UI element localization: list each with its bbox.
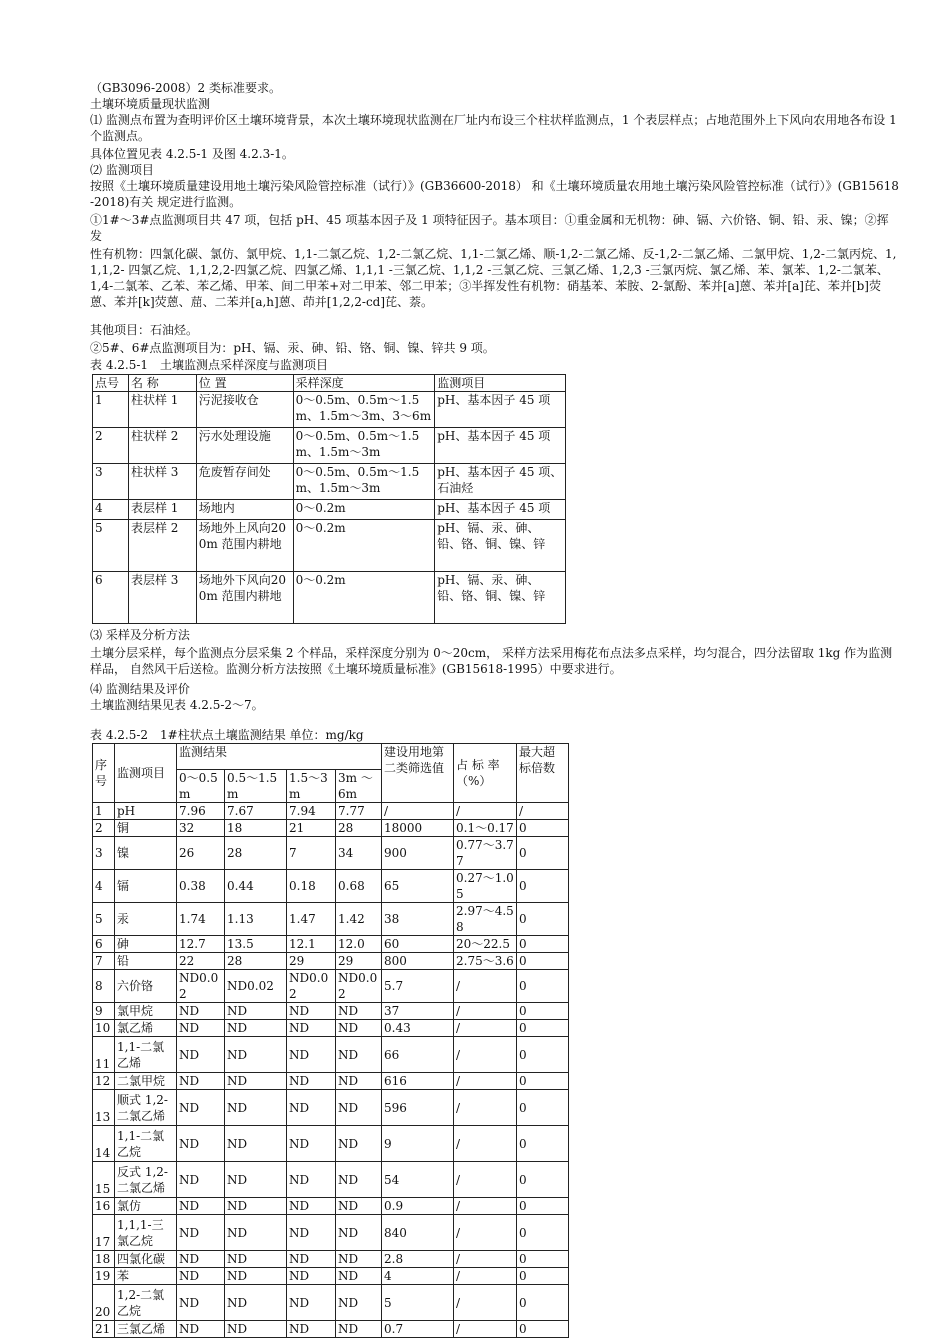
table-cell: / [454, 1215, 517, 1251]
table-row [93, 936, 569, 953]
table-cell: ND [336, 1090, 382, 1126]
table-cell: ND [287, 1073, 336, 1090]
table-row [93, 1090, 569, 1126]
header-seq: 序号 [93, 744, 115, 803]
table-cell: 表层样 2 [128, 520, 196, 572]
table-row [93, 1020, 569, 1037]
table-cell: ND [287, 1268, 336, 1285]
table-cell: 铜 [115, 820, 177, 837]
table-cell: 2.8 [382, 1251, 454, 1268]
table-cell: 34 [336, 837, 382, 870]
table-cell: ND [225, 1215, 287, 1251]
table-cell: 616 [382, 1073, 454, 1090]
table-cell: 12 [93, 1073, 115, 1090]
table-cell: 0 [517, 1285, 569, 1321]
table-cell: ND [336, 1321, 382, 1338]
table-cell: 二氯甲烷 [115, 1073, 177, 1090]
table-cell: 污水处理设施 [196, 428, 293, 464]
heading-sampling-method: ⑶ 采样及分析方法 [90, 628, 190, 642]
table-cell: ND [225, 1020, 287, 1037]
table-cell: 4 [93, 500, 129, 520]
table-cell: 0.27～1.05 [454, 870, 517, 903]
table-cell: 3 [93, 837, 115, 870]
table-cell: 0 [517, 1198, 569, 1215]
table-row [93, 1037, 569, 1073]
table-cell: 0 [517, 820, 569, 837]
table-cell: 0.68 [336, 870, 382, 903]
table-cell: 0 [517, 1215, 569, 1251]
section-heading-soil-monitoring: 土壤环境质量现状监测 [90, 97, 211, 111]
table-cell: 柱状样 1 [128, 392, 196, 428]
table-cell: 场地内 [196, 500, 293, 520]
table-row [93, 1268, 569, 1285]
table-cell: 三氯乙烯 [115, 1321, 177, 1338]
table-cell: 表层样 3 [128, 572, 196, 624]
table-cell: 10 [93, 1020, 115, 1037]
table-row [93, 1285, 569, 1321]
table-cell: ND [287, 1090, 336, 1126]
table-row [93, 500, 566, 520]
table-cell: ND [287, 1198, 336, 1215]
table-cell: ND [336, 1073, 382, 1090]
table-cell: 汞 [115, 903, 177, 936]
table-cell: 2 [93, 820, 115, 837]
table-row [93, 1162, 569, 1198]
table-cell: ND [336, 1126, 382, 1162]
paragraph-standards: 按照《土壤环境质量建设用地土壤污染风险管控标准（试行）》(GB36600-2018） 和《土壤环境质量农用地土壤污染风险管控标准（试行）》(GB15618-2018)有关 规定进行监测。 [90, 179, 899, 209]
table-cell: ND0.02 [287, 970, 336, 1003]
table-cell: 16 [93, 1198, 115, 1215]
table-cell: / [454, 1073, 517, 1090]
table-cell: 13 [93, 1090, 115, 1126]
table-cell: ND [336, 1198, 382, 1215]
header-ratio: 占 标 率（%） [454, 744, 517, 803]
table-cell: pH、基本因子 45 项 [435, 392, 566, 428]
table-cell: ND [177, 1037, 225, 1073]
table-cell: 0.9 [382, 1198, 454, 1215]
table-cell: 0 [517, 936, 569, 953]
table-cell: 14 [93, 1126, 115, 1162]
table-cell: 2.75～3.6 [454, 953, 517, 970]
table-cell: 0 [517, 1126, 569, 1162]
table-cell: ND [336, 1037, 382, 1073]
header-depth: 0～0.5m [177, 770, 225, 803]
table-cell: 15 [93, 1162, 115, 1198]
table-cell: pH [115, 803, 177, 820]
table-cell: 0 [517, 837, 569, 870]
table-cell: ND [177, 1073, 225, 1090]
table-cell: ND [177, 1198, 225, 1215]
table-cell: 12.1 [287, 936, 336, 953]
table-cell: 8 [93, 970, 115, 1003]
table-cell: pH、基本因子 45 项、石油烃 [435, 464, 566, 500]
table-row [93, 1198, 569, 1215]
table-cell: ND [177, 1251, 225, 1268]
table-cell: 28 [225, 837, 287, 870]
paragraph-other-items: 其他项目：石油烃。 [90, 323, 199, 337]
table-cell: / [454, 970, 517, 1003]
table-cell: 7.77 [336, 803, 382, 820]
table-cell: ND [225, 1321, 287, 1338]
table-cell: 1.47 [287, 903, 336, 936]
table-cell: 0 [517, 1321, 569, 1338]
table-cell: 柱状样 3 [128, 464, 196, 500]
monitoring-results-table [92, 743, 569, 1338]
table-cell: ND [336, 1215, 382, 1251]
table-cell: / [454, 1126, 517, 1162]
table-row [93, 903, 569, 936]
table-cell: / [454, 803, 517, 820]
table-cell: 0 [517, 1020, 569, 1037]
table-cell: ND [336, 1268, 382, 1285]
header-cell: 采样深度 [293, 375, 435, 392]
table-cell: 800 [382, 953, 454, 970]
table-cell: 危废暂存间处 [196, 464, 293, 500]
table-cell: 0.38 [177, 870, 225, 903]
table-cell: ND0.02 [225, 970, 287, 1003]
table-cell: 0.77～3.77 [454, 837, 517, 870]
table-cell: 氯乙烯 [115, 1020, 177, 1037]
table-cell: 砷 [115, 936, 177, 953]
table-cell: 18 [93, 1251, 115, 1268]
table-cell: ND [225, 1162, 287, 1198]
table2-caption: 表 4.2.5-2 1#柱状点土壤监测结果 单位：mg/kg [90, 728, 364, 742]
table-cell: 7 [287, 837, 336, 870]
table-cell: 场地外上风向200m 范围内耕地 [196, 520, 293, 572]
table-cell: 六价铬 [115, 970, 177, 1003]
table-cell: 1.13 [225, 903, 287, 936]
table-cell: 37 [382, 1003, 454, 1020]
table-cell: / [517, 803, 569, 820]
table-cell: 0 [517, 1090, 569, 1126]
table-cell: ND [336, 1251, 382, 1268]
table-cell: ND [336, 1285, 382, 1321]
table-cell: 12.7 [177, 936, 225, 953]
table-cell: 0 [517, 1268, 569, 1285]
table-cell: 5 [93, 520, 129, 572]
table-cell: 596 [382, 1090, 454, 1126]
table-cell: 28 [225, 953, 287, 970]
paragraph-sampling-method: 土壤分层采样，每个监测点分层采集 2 个样品，采样深度分别为 0～20cm， 采样方法采用梅花布点法多点采样，均匀混合，四分法留取 1kg 作为监测样品， 自然风干后送检。监测分析方法按照《土壤环境质量标准》(GB15618-1995）中要求进行。 [90, 646, 893, 676]
table-cell: / [454, 1251, 517, 1268]
table-row [93, 1321, 569, 1338]
table-cell: 7.94 [287, 803, 336, 820]
table-cell: 21 [93, 1321, 115, 1338]
table-cell: 0 [517, 870, 569, 903]
table-cell: ND [177, 1268, 225, 1285]
table-cell: ND [287, 1003, 336, 1020]
table-cell: 0～0.5m、0.5m～1.5m、1.5m～3m [293, 464, 435, 500]
table-cell: 0 [517, 1162, 569, 1198]
table-cell: 0 [517, 903, 569, 936]
table-row [93, 820, 569, 837]
table-cell: 32 [177, 820, 225, 837]
table-cell: 0 [517, 1003, 569, 1020]
table-cell: ND [225, 1090, 287, 1126]
table-cell: 65 [382, 870, 454, 903]
table-cell: 四氯化碳 [115, 1251, 177, 1268]
table-cell: 0.1～0.17 [454, 820, 517, 837]
header-cell: 位 置 [196, 375, 293, 392]
table-row [93, 803, 569, 820]
table-cell: 苯 [115, 1268, 177, 1285]
table-cell: ND [177, 1126, 225, 1162]
table-cell: 18000 [382, 820, 454, 837]
table-cell: 柱状样 2 [128, 428, 196, 464]
table-cell: 6 [93, 936, 115, 953]
header-screen-value: 建设用地第二类筛选值 [382, 744, 454, 803]
table-cell: 18 [225, 820, 287, 837]
table-cell: 反式 1,2-二氯乙烯 [115, 1162, 177, 1198]
table-cell: ND [287, 1215, 336, 1251]
paragraph-items-5-6: ②5#、6#点监测项目为：pH、镉、汞、砷、铅、铬、铜、镍、锌共 9 项。 [90, 341, 495, 355]
table-header-row [93, 375, 566, 392]
table-cell: 0～0.5m、0.5m～1.5m、1.5m～3m [293, 428, 435, 464]
table-cell: 0.43 [382, 1020, 454, 1037]
table-cell: ND [287, 1251, 336, 1268]
table-row [93, 464, 566, 500]
table-cell: 29 [287, 953, 336, 970]
table-cell: 5.7 [382, 970, 454, 1003]
header-exceed: 最大超标倍数 [517, 744, 569, 803]
table1-caption: 表 4.2.5-1 土壤监测点采样深度与监测项目 [90, 358, 329, 372]
table-cell: 0 [517, 953, 569, 970]
table-cell: 1,1,1-三氯乙烷 [115, 1215, 177, 1251]
table-cell: / [454, 1162, 517, 1198]
table-cell: 11 [93, 1037, 115, 1073]
paragraph-results-ref: 土壤监测结果见表 4.2.5-2～7。 [90, 698, 264, 712]
table-cell: 21 [287, 820, 336, 837]
header-depth: 3m ～6m [336, 770, 382, 803]
table-row [93, 428, 566, 464]
table-cell: 0.44 [225, 870, 287, 903]
table-cell: ND0.02 [336, 970, 382, 1003]
table-cell: ND [177, 1020, 225, 1037]
table-cell: ND [225, 1198, 287, 1215]
table-cell: 66 [382, 1037, 454, 1073]
table-cell: ND [287, 1321, 336, 1338]
table-cell: 0 [517, 1251, 569, 1268]
table-cell: 0.7 [382, 1321, 454, 1338]
table-cell: 1,1-二氯乙烯 [115, 1037, 177, 1073]
table-cell: 9 [382, 1126, 454, 1162]
table-row [93, 837, 569, 870]
table-cell: 22 [177, 953, 225, 970]
table-cell: 氯仿 [115, 1198, 177, 1215]
header-cell: 名 称 [128, 375, 196, 392]
table-cell: 9 [93, 1003, 115, 1020]
table-row [93, 970, 569, 1003]
table-cell: 顺式 1,2-二氯乙烯 [115, 1090, 177, 1126]
table-row [93, 870, 569, 903]
table-row [93, 392, 566, 428]
table-row [93, 1251, 569, 1268]
sampling-depth-table [92, 374, 566, 624]
table-cell: ND [287, 1285, 336, 1321]
paragraph-voc-list: 性有机物：四氯化碳、氯仿、氯甲烷、1,1-二氯乙烷、1,2-二氯乙烷、1,1-二氯乙烯、顺-1,2-二氯乙烯、反-1,2-二氯乙烯、二氯甲烷、1,2-二氯丙烷、1,1,1,2- 四氯乙烷、1,1,2,2-四氯乙烷、四氯乙烯、1,1,1 -三氯乙烷、1,1,2 -三氯乙烷、三氯乙烯、1,2,3 -三氯丙烷、氯乙烯、苯、氯苯、1,2-二氯苯、1,4-二氯苯、乙苯、苯乙烯、甲苯、间二甲苯+对二甲苯、邻二甲苯；③半挥发性有机物：硝基苯、苯胺、2-氯酚、苯并[a]蒽、苯并[a]芘、苯并[b]荧蒽、苯并[k]荧蒽、䓛、二苯并[a,h]蒽、茚并[1,2,2-cd]芘、萘。 [90, 247, 897, 309]
table-row [93, 1073, 569, 1090]
table-cell: 7 [93, 953, 115, 970]
header-results: 监测结果 [177, 744, 382, 770]
table-cell: / [454, 1321, 517, 1338]
table-cell: / [454, 1268, 517, 1285]
table-cell: 6 [93, 572, 129, 624]
table-cell: 0.18 [287, 870, 336, 903]
table-cell: 0～0.5m、0.5m～1.5m、1.5m～3m、3～6m [293, 392, 435, 428]
table-header-row [93, 744, 569, 770]
table-cell: ND0.02 [177, 970, 225, 1003]
table-row [93, 1003, 569, 1020]
table-cell: 7.67 [225, 803, 287, 820]
header-depth: 0.5～1.5m [225, 770, 287, 803]
table-cell: 表层样 1 [128, 500, 196, 520]
table-cell: 20 [93, 1285, 115, 1321]
table-row [93, 572, 566, 624]
table-cell: ND [177, 1321, 225, 1338]
table-cell: 0 [517, 970, 569, 1003]
table-cell: 7.96 [177, 803, 225, 820]
table-cell: 17 [93, 1215, 115, 1251]
table-cell: 38 [382, 903, 454, 936]
table-cell: pH、镉、汞、砷、铅、铬、铜、镍、锌 [435, 520, 566, 572]
table-cell: 氯甲烷 [115, 1003, 177, 1020]
header-cell: 监测项目 [435, 375, 566, 392]
table-cell: ND [287, 1126, 336, 1162]
table-cell: pH、镉、汞、砷、铅、铬、铜、镍、锌 [435, 572, 566, 624]
table-cell: ND [336, 1162, 382, 1198]
table-cell: 3 [93, 464, 129, 500]
table-cell: ND [177, 1003, 225, 1020]
table-cell: 镍 [115, 837, 177, 870]
table-cell: ND [225, 1003, 287, 1020]
table-cell: / [454, 1037, 517, 1073]
header-cell: 点号 [93, 375, 129, 392]
table-cell: 铅 [115, 953, 177, 970]
table-cell: 60 [382, 936, 454, 953]
table-cell: 5 [93, 903, 115, 936]
table-cell: ND [287, 1020, 336, 1037]
table-cell: ND [177, 1090, 225, 1126]
table-cell: ND [287, 1162, 336, 1198]
header-depth: 1.5～3m [287, 770, 336, 803]
table-cell: 13.5 [225, 936, 287, 953]
table-cell: / [454, 1003, 517, 1020]
table-cell: ND [225, 1037, 287, 1073]
table-cell: 840 [382, 1215, 454, 1251]
table-cell: 4 [382, 1268, 454, 1285]
table-cell: ND [225, 1251, 287, 1268]
table-cell: 污泥接收仓 [196, 392, 293, 428]
table-cell: 54 [382, 1162, 454, 1198]
table-cell: 19 [93, 1268, 115, 1285]
paragraph-location-ref: 具体位置见表 4.2.5-1 及图 4.2.3-1。 [90, 147, 294, 161]
table-cell: 5 [382, 1285, 454, 1321]
table-cell: / [454, 1285, 517, 1321]
paragraph-items-1-3: ①1#～3#点监测项目共 47 项，包括 pH、45 项基本因子及 1 项特征因子。基本项目：①重金属和无机物：砷、镉、六价铬、铜、铅、汞、镍；②挥发 [90, 213, 889, 243]
table-cell: 2 [93, 428, 129, 464]
table-cell: ND [225, 1285, 287, 1321]
table-cell: 29 [336, 953, 382, 970]
table-row [93, 1215, 569, 1251]
table-cell: 4 [93, 870, 115, 903]
table-cell: 1.74 [177, 903, 225, 936]
table-cell: 0～0.2m [293, 572, 435, 624]
results-table-body [93, 803, 569, 1338]
table-cell: / [454, 1020, 517, 1037]
table-cell: ND [225, 1268, 287, 1285]
table-cell: ND [177, 1215, 225, 1251]
heading-results: ⑷ 监测结果及评价 [90, 682, 190, 696]
table-cell: 1,1-二氯乙烷 [115, 1126, 177, 1162]
table-cell: 1.42 [336, 903, 382, 936]
table-cell: ND [336, 1003, 382, 1020]
table-cell: ND [177, 1285, 225, 1321]
table-cell: 900 [382, 837, 454, 870]
table-cell: 26 [177, 837, 225, 870]
table-row [93, 520, 566, 572]
table-cell: / [454, 1198, 517, 1215]
table-cell: 1 [93, 803, 115, 820]
table-cell: 0 [517, 1037, 569, 1073]
table-cell: 场地外下风向200m 范围内耕地 [196, 572, 293, 624]
table-cell: / [454, 1090, 517, 1126]
table-cell: 0 [517, 1073, 569, 1090]
table-cell: 1,2-二氯乙烷 [115, 1285, 177, 1321]
table-cell: pH、基本因子 45 项 [435, 428, 566, 464]
table-cell: 12.0 [336, 936, 382, 953]
table-row [93, 1126, 569, 1162]
table-cell: 0～0.2m [293, 520, 435, 572]
table-cell: pH、基本因子 45 项 [435, 500, 566, 520]
table-cell: 20～22.5 [454, 936, 517, 953]
table-cell: ND [225, 1073, 287, 1090]
table-cell: 2.97～4.58 [454, 903, 517, 936]
table-cell: 28 [336, 820, 382, 837]
table-cell: / [382, 803, 454, 820]
paragraph-monitoring-points: ⑴ 监测点布置为查明评价区土壤环境背景，本次土壤环境现状监测在厂址内布设三个柱状样监测点，1 个表层样点；占地范围外上下风向农用地各布设 1 个监测点。 [90, 113, 897, 143]
table-cell: ND [225, 1126, 287, 1162]
table-cell: ND [336, 1020, 382, 1037]
table-row [93, 953, 569, 970]
table-cell: 0～0.2m [293, 500, 435, 520]
table-cell: ND [177, 1162, 225, 1198]
paragraph-standard-note: （GB3096-2008）2 类标准要求。 [90, 81, 281, 95]
heading-monitoring-items: ⑵ 监测项目 [90, 163, 154, 177]
header-item: 监测项目 [115, 744, 177, 803]
table-cell: 1 [93, 392, 129, 428]
table-cell: ND [287, 1037, 336, 1073]
table-cell: 镉 [115, 870, 177, 903]
